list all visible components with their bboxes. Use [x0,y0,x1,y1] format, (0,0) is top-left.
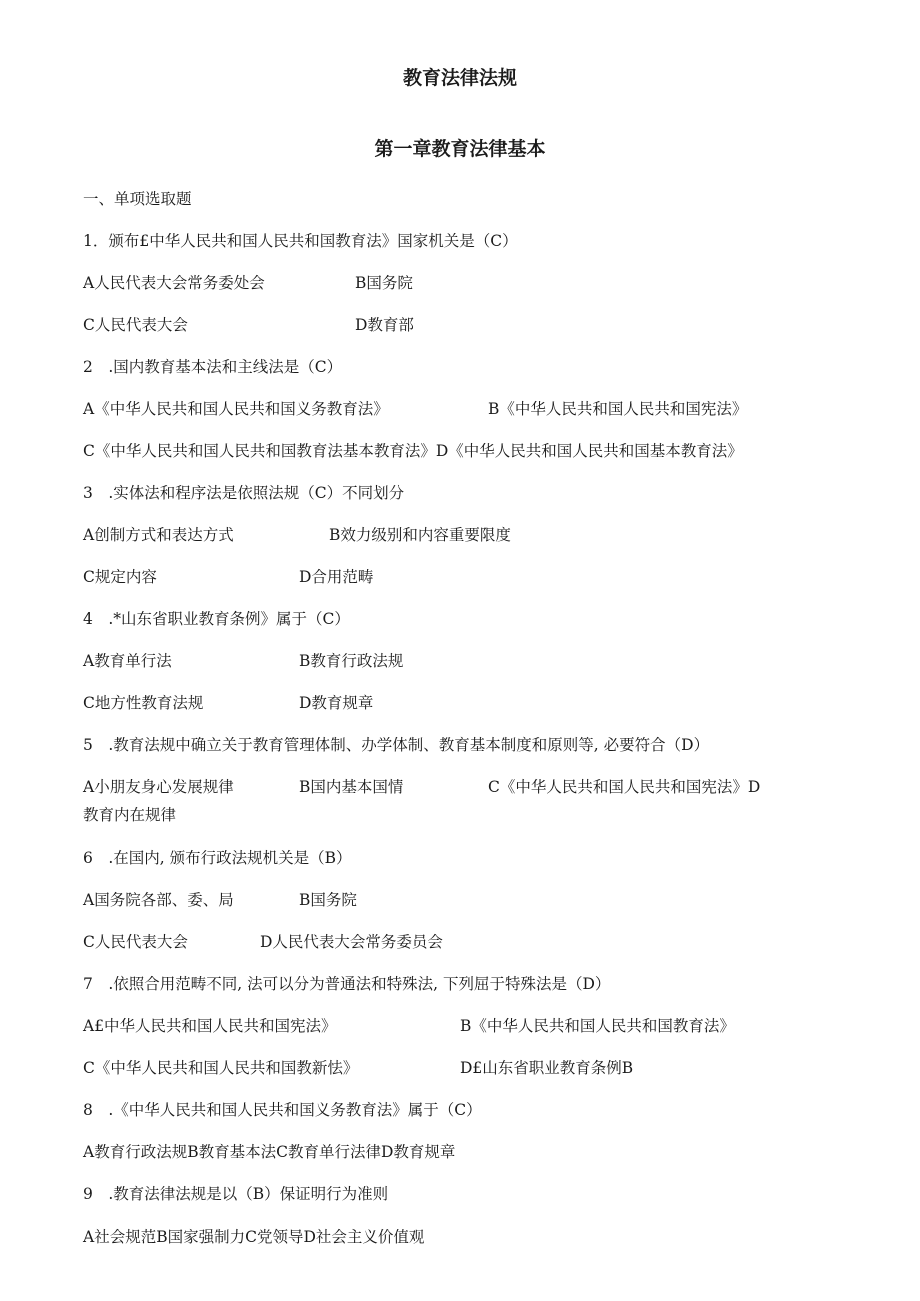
question-5: 5 .教育法规中确立关于教育管理体制、办学体制、教育基本制度和原则等, 必要符合（D） [83,736,710,754]
question-5-option-b: B国内基本国情 [299,778,404,796]
question-3-option-c: C规定内容 [83,568,157,586]
question-4-option-a: A教育单行法 [83,652,172,670]
question-7-option-d: D£山东省职业教育条例B [460,1059,634,1077]
question-3: 3 .实体法和程序法是依照法规（C）不同划分 [83,484,405,502]
chapter-title: 第一章教育法律基本 [374,138,546,160]
question-5-option-d: 教育内在规律 [83,806,177,824]
question-1-option-d: D教育部 [355,316,414,334]
question-3-option-a: A创制方式和表达方式 [83,526,234,544]
question-1-option-c: C人民代表大会 [83,316,188,334]
question-6-option-a: A国务院各部、委、局 [83,891,234,909]
question-6-option-b: B国务院 [299,891,357,909]
question-7: 7 .依照合用范畴不同, 法可以分为普通法和特殊法, 下列屈于特殊法是（D） [83,975,611,993]
question-2-option-b: B《中华人民共和国人民共和国宪法》 [488,400,748,418]
question-4-option-b: B教育行政法规 [299,652,404,670]
document-title: 教育法律法规 [402,67,517,89]
question-9: 9 .教育法律法规是以（B）保证明行为准则 [83,1185,389,1203]
question-1-option-a: A人民代表大会常务委处会 [83,274,265,292]
question-8-options: A教育行政法规B教育基本法C教育单行法律D教育规章 [83,1143,456,1161]
question-1-option-b: B国务院 [355,274,413,292]
question-2-option-a: A《中华人民共和国人民共和国义务教育法》 [83,400,389,418]
section-heading: 一、单项选取题 [83,190,192,208]
question-7-option-b: B《中华人民共和国人民共和国教育法》 [460,1017,735,1035]
question-8: 8 .《中华人民共和国人民共和国义务教育法》属于（C） [83,1101,482,1119]
question-9-options: A社会规范B国家强制力C党领导D社会主义价值观 [83,1228,425,1246]
question-7-option-a: A£中华人民共和国人民共和国宪法》 [83,1017,337,1035]
question-3-option-b: B效力级别和内容重要限度 [329,526,511,544]
question-4-option-d: D教育规章 [299,694,374,712]
question-6: 6 .在国内, 颁布行政法规机关是（B） [83,849,352,867]
question-2: 2 .国内教育基本法和主线法是（C） [83,358,343,376]
question-1: 1．颁布£中华人民共和国人民共和国教育法》国家机关是（C） [83,232,518,250]
question-2-options-cd: C《中华人民共和国人民共和国教育法基本教育法》D《中华人民共和国人民共和国基本教育法》 [83,442,743,460]
question-6-option-d: D人民代表大会常务委员会 [260,933,443,951]
question-4-option-c: C地方性教育法规 [83,694,204,712]
question-5-option-a: A小朋友身心发展规律 [83,778,234,796]
question-6-option-c: C人民代表大会 [83,933,188,951]
question-4: 4 .*山东省职业教育条例》属于（C） [83,610,350,628]
question-7-option-c: C《中华人民共和国人民共和国教新怯》 [83,1059,359,1077]
question-3-option-d: D合用范畴 [299,568,374,586]
question-5-option-c: C《中华人民共和国人民共和国宪法》D [488,778,761,796]
